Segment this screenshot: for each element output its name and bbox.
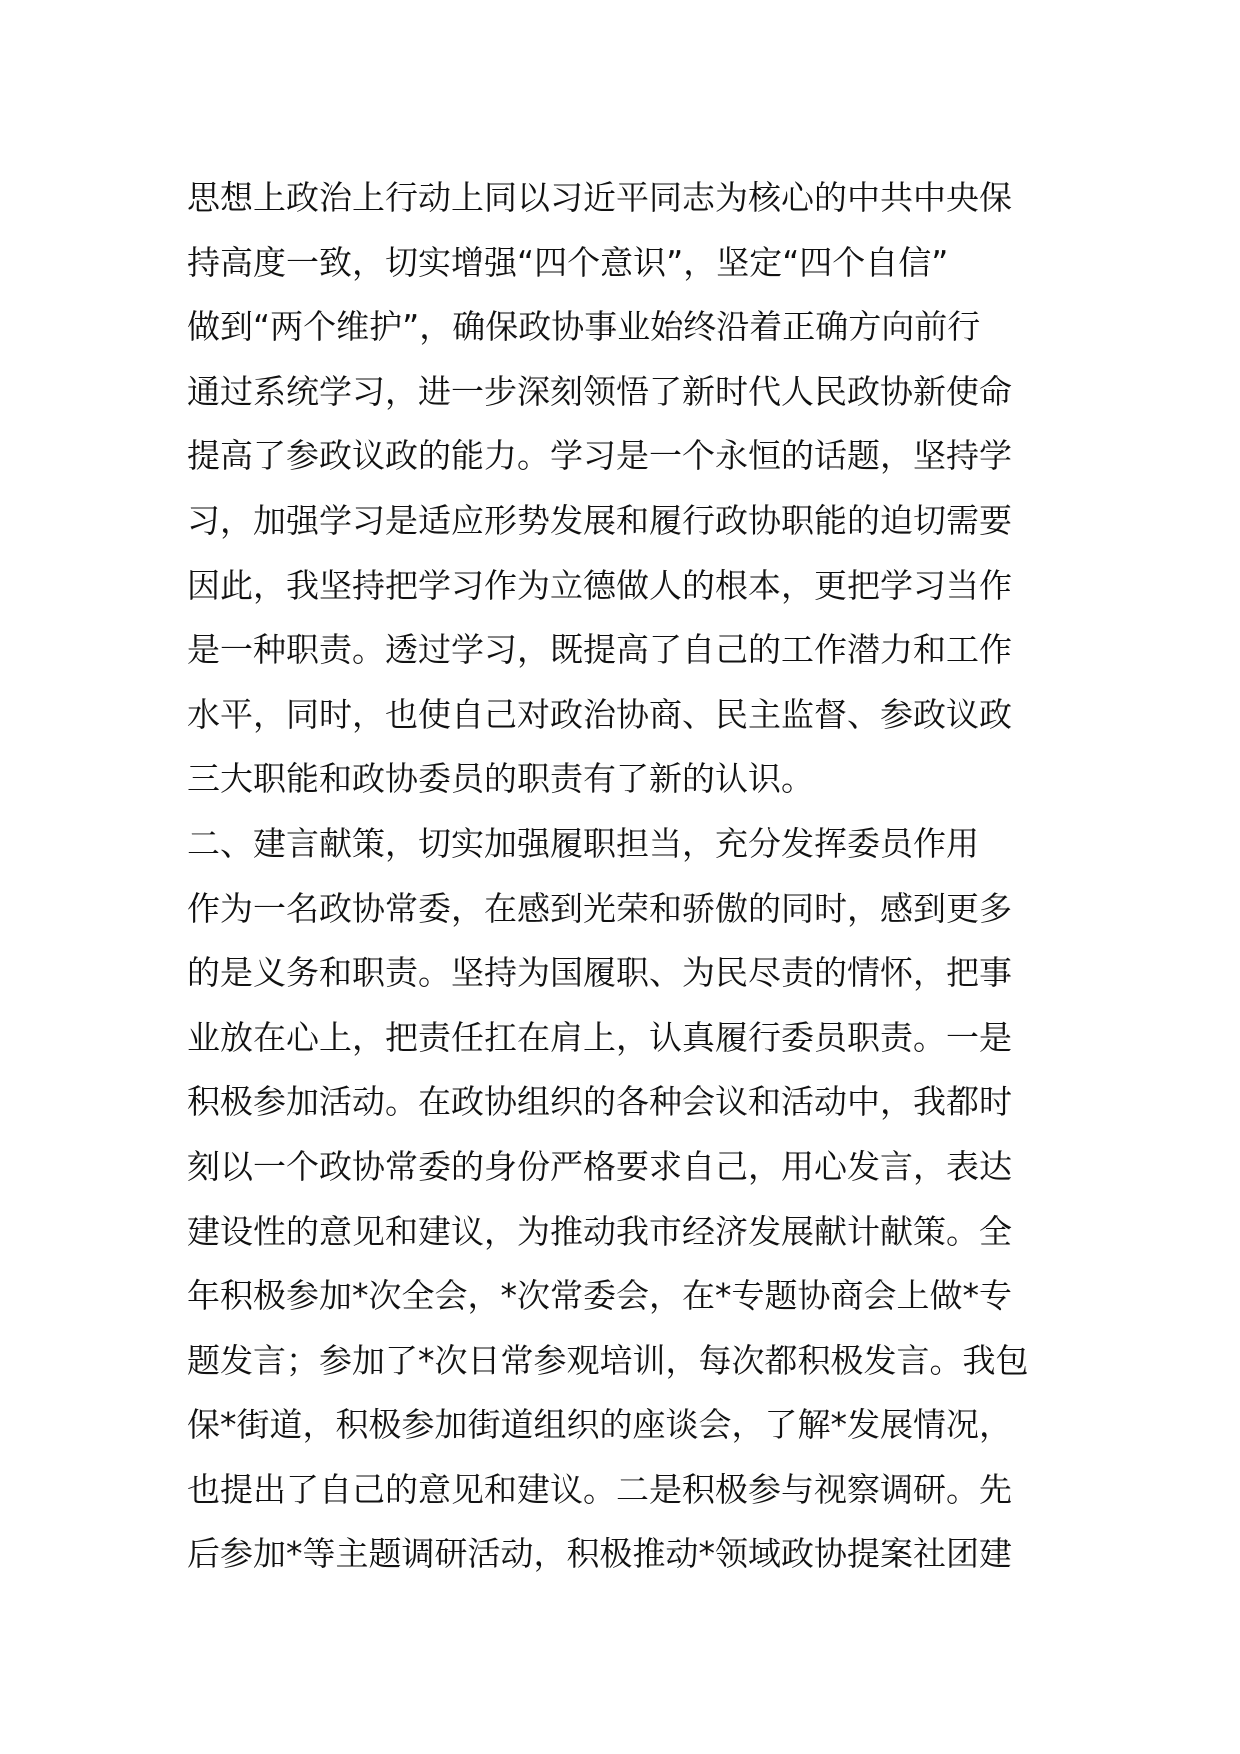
text-line: 的是义务和职责。坚持为国履职、为民尽责的情怀，把事 (187, 953, 1012, 993)
text-line: 水平，同时，也使自己对政治协商、民主监督、参政议政 (187, 694, 1012, 734)
text-line: 持高度一致，切实增强“四个意识”，坚定“四个自信” (187, 242, 949, 282)
text-line: 积极参加活动。在政协组织的各种会议和活动中，我都时 (187, 1082, 1012, 1122)
text-line: 通过系统学习，进一步深刻领悟了新时代人民政协新使命 (187, 371, 1012, 411)
text-line: 因此，我坚持把学习作为立德做人的根本，更把学习当作 (187, 565, 1012, 605)
section-heading: 二、建言献策，切实加强履职担当，充分发挥委员作用 (187, 823, 979, 863)
text-line: 思想上政治上行动上同以习近平同志为核心的中共中央保 (187, 178, 1012, 217)
text-line: 三大职能和政协委员的职责有了新的认识。 (187, 759, 814, 799)
text-line: 是一种职责。透过学习，既提高了自己的工作潜力和工作 (187, 630, 1012, 670)
text-line: 后参加*等主题调研活动，积极推动*领域政协提案社团建 (187, 1534, 1012, 1574)
text-line: 做到“两个维护”，确保政协事业始终沿着正确方向前行 (187, 307, 981, 347)
text-line: 业放在心上，把责任扛在肩上，认真履行委员职责。一是 (187, 1017, 1012, 1057)
text-line: 也提出了自己的意见和建议。二是积极参与视察调研。先 (187, 1469, 1012, 1509)
text-line: 刻以一个政协常委的身份严格要求自己，用心发言，表达 (187, 1146, 1012, 1186)
text-line: 作为一名政协常委，在感到光荣和骄傲的同时，感到更多 (187, 888, 1012, 928)
text-line: 题发言；参加了*次日常参观培训，每次都积极发言。我包 (187, 1340, 1029, 1380)
text-line: 提高了参政议政的能力。学习是一个永恒的话题，坚持学 (187, 436, 1012, 476)
text-line: 年积极参加*次全会，*次常委会，在*专题协商会上做*专 (187, 1276, 1012, 1316)
text-line: 习，加强学习是适应形势发展和履行政协职能的迫切需要 (187, 500, 1012, 540)
body-text (187, 166, 1067, 1587)
text-line: 建设性的意见和建议，为推动我市经济发展献计献策。全 (187, 1211, 1012, 1251)
text-line: 保*街道，积极参加街道组织的座谈会，了解*发展情况， (187, 1405, 1012, 1445)
